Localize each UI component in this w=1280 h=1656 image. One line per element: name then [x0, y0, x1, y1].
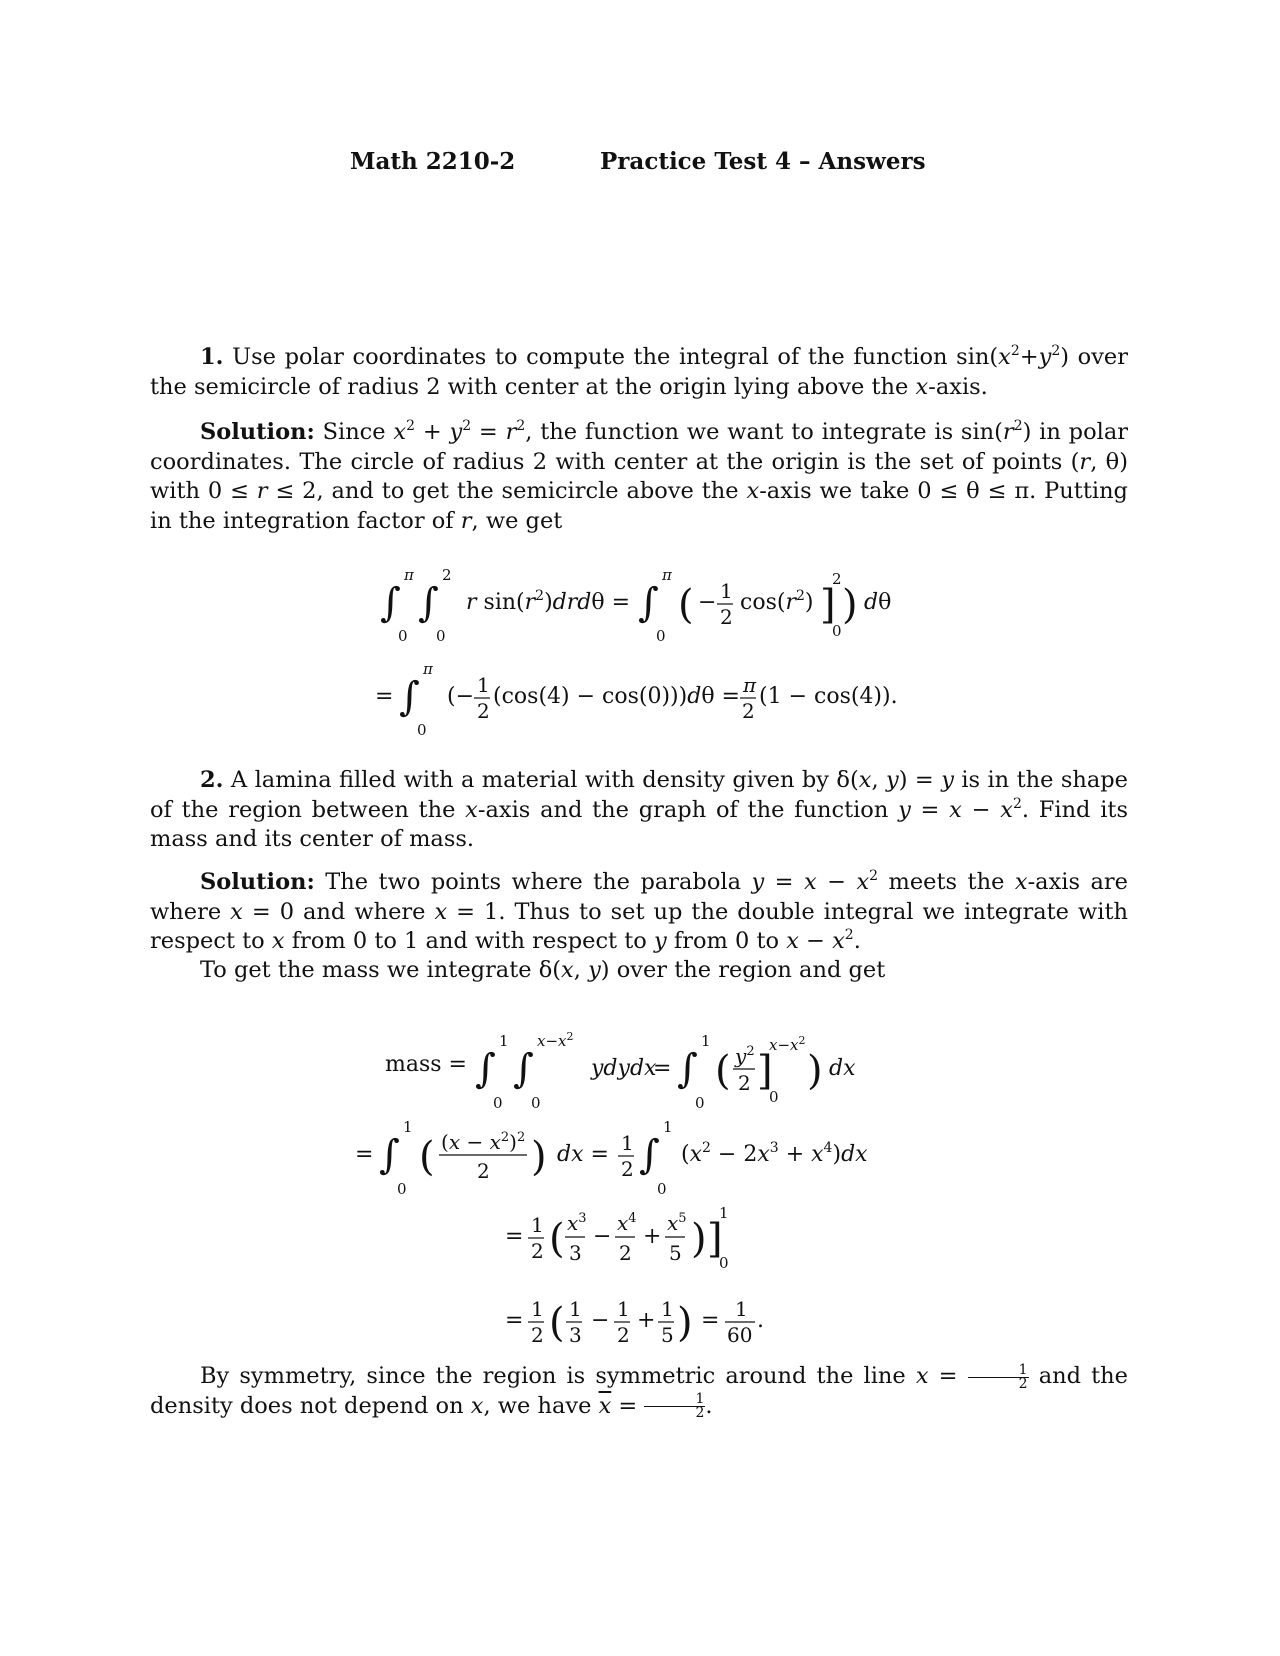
svg-text:(x2 − 2x3 + x4)dx: $(x^2 - 2x^3 + x^4)dx$: [681, 1140, 868, 1167]
svg-text:π: π: [662, 566, 672, 584]
problem-1-text: Use polar coordinates to compute the integral of the function sin(: [232, 344, 999, 370]
svg-text:(: (: [549, 1300, 565, 1346]
svg-text:1: 1: [499, 1032, 509, 1050]
svg-text:1: 1: [701, 1032, 711, 1050]
problem-2-text-e: . Find its mass and its center of mass.: [150, 796, 1128, 852]
svg-text:0: 0: [832, 622, 842, 640]
svg-text:1: 1: [663, 1118, 673, 1136]
mass-sentence: To get the mass we integrate δ(x, y) over the region and get: [200, 957, 886, 983]
svg-text:0: 0: [657, 1180, 667, 1198]
svg-text:(1 − cos(4)).: (1 − cos(4)).: [759, 684, 898, 709]
svg-text:∫: ∫: [380, 580, 401, 626]
svg-text:]: ]: [820, 582, 836, 628]
svg-text:0: 0: [769, 1088, 779, 1106]
solution-1-text-g: , we get: [471, 507, 563, 534]
svg-text:0: 0: [531, 1094, 541, 1112]
svg-text:1: 1: [477, 673, 490, 697]
mass-sentence-b: ) over the region and get: [600, 957, 886, 983]
problem-1-text-b: ) over the semicircle of radius 2 with center at the origin lying above the: [150, 344, 1129, 400]
svg-text:∫: ∫: [379, 1132, 400, 1178]
problem-2-text-a: A lamina filled with a material with density given by δ(: [230, 767, 859, 793]
svg-text:0: 0: [398, 627, 408, 645]
problem-2-text-d: -axis and the graph of the function: [477, 796, 899, 823]
problem-1-statement: 1. Use polar coordinates to compute the integral of the function $\sin(x^2+y^2)$ over the semicircle of radius 2 with center at the origin lying above the x-axis.: [150, 343, 1129, 400]
svg-text:dθ: dθ: [864, 590, 892, 615]
mass-equation-line-3: [505, 1200, 785, 1280]
svg-text:∫: ∫: [418, 580, 439, 626]
svg-text:2: 2: [531, 1323, 544, 1347]
svg-text:dx =: dx =: [557, 1142, 609, 1167]
svg-text:−: −: [591, 1308, 610, 1333]
mass-equation-line-4: [505, 1284, 805, 1364]
symmetry-text-b: and the density does not depend on: [150, 1363, 1128, 1419]
mass-label: mass =: [385, 1052, 467, 1077]
problem-1-solution: Solution: Since $x^2 + y^2 = r^2$, the function we want to integrate is $\sin(r^2)$ in polar coordinates. The circle of radius 2 with center at the origin is the set of points (r, θ) with 0 ≤ r ≤ 2, and to get the semicircle above the x-axis we take 0 ≤ θ ≤ π. Putting in the integration factor of r, we get: [150, 418, 1128, 534]
svg-text:1: 1: [735, 1297, 748, 1321]
svg-text:=: =: [355, 1142, 374, 1167]
svg-text:1: 1: [531, 1297, 544, 1321]
svg-text:x−x2: $x-x^2$: [769, 1034, 806, 1054]
svg-text:0: 0: [695, 1094, 705, 1112]
symmetry-text-c: , we have: [483, 1392, 599, 1419]
svg-text:=: =: [653, 1056, 672, 1081]
svg-text:+: +: [643, 1224, 662, 1249]
problem-2-statement: 2. A lamina filled with a material with density given by δ(x, y) = y is in the shape of the region between the x-axis and the graph of the function $y = x - x^2$. Find its mass and its center of mass.: [150, 767, 1128, 852]
svg-text:π: π: [423, 660, 433, 678]
equation-1-line-1: [380, 566, 900, 646]
svg-text:π: π: [743, 673, 757, 697]
svg-text:3: 3: [569, 1241, 582, 1265]
solution-1-text-b: , the function we want to integrate is sin(: [525, 419, 1003, 445]
mass-sentence-a: To get the mass we integrate δ(: [200, 957, 562, 983]
svg-text:∫: ∫: [638, 580, 659, 626]
svg-text:=: =: [701, 1308, 720, 1333]
svg-text:.: .: [757, 1308, 764, 1333]
svg-text:]: ]: [757, 1048, 773, 1094]
svg-text:∫: ∫: [677, 1046, 698, 1092]
svg-text:): ): [842, 582, 858, 628]
svg-text:0: 0: [656, 627, 666, 645]
svg-text:(x − x2)2: $(x - x^2)^2$: [441, 1130, 526, 1154]
mass-equation-line-1: [385, 1032, 905, 1114]
svg-text:]: ]: [707, 1216, 723, 1262]
svg-text:dx: dx: [829, 1056, 856, 1081]
svg-text:2: 2: [738, 1071, 751, 1095]
svg-text:(: (: [715, 1048, 731, 1094]
svg-text:∫: ∫: [475, 1046, 496, 1092]
course-number: Math 2210-2: [350, 148, 516, 175]
solution-1-text-e: ≤ 2, and to get the semicircle above the: [267, 478, 747, 504]
svg-text:): ): [531, 1134, 547, 1180]
svg-text:=: =: [375, 684, 394, 709]
svg-text:+: +: [637, 1308, 656, 1333]
svg-text:5: 5: [661, 1323, 674, 1347]
problem-2-text-b: ) =: [898, 767, 942, 793]
svg-text:∫: ∫: [399, 674, 420, 720]
solution-1-text-a: Since: [322, 419, 394, 445]
solution-2-text-e: = 1. Thus to set up the double integral we integrate with respect to: [150, 898, 1128, 954]
solution-1-text-c: ) in polar coordinates. The circle of radius 2 with center at the origin is the set of points (: [150, 419, 1128, 475]
svg-text:x4: $x^4$: [617, 1211, 637, 1235]
mass-equation-line-2: [355, 1118, 895, 1200]
svg-text:1: 1: [719, 1204, 729, 1222]
solution-2-text-d: = 0 and where: [242, 898, 435, 925]
solution-1-text-f: -axis we take 0 ≤ θ ≤ π. Putting in the integration factor of: [150, 478, 1128, 534]
svg-text:π: π: [404, 566, 414, 584]
svg-text:60: 60: [727, 1323, 753, 1347]
problem-2-text-c: is in the shape of the region between the: [150, 767, 1128, 823]
svg-text:x5: $x^5$: [667, 1211, 687, 1235]
svg-text:2: 2: [832, 570, 842, 588]
svg-text:ydydx: ydydx: [591, 1056, 657, 1081]
symmetry-text-a: By symmetry, since the region is symmetric around the line: [200, 1363, 916, 1389]
svg-text:1: 1: [617, 1297, 630, 1321]
svg-text:2: 2: [477, 699, 490, 723]
svg-text:x−x2: $x-x^2$: [537, 1030, 574, 1050]
svg-text:r sin(r2)drdθ =: r $\sin(r^2)drd\theta$ =: [466, 588, 631, 615]
svg-text:): ): [677, 1300, 693, 1346]
solution-label-2: Solution:: [200, 869, 315, 895]
svg-text:1: 1: [621, 1131, 634, 1155]
svg-text:(: (: [678, 582, 694, 628]
svg-text:0: 0: [719, 1254, 729, 1272]
solution-2-text-g: from 0 to: [666, 928, 787, 954]
svg-text:(: (: [549, 1216, 565, 1262]
problem-2-solution: Solution: The two points where the parabola $y = x - x^2$ meets the x-axis are where x = 0 and where x = 1. Thus to set up the double integral we integrate with respect to x from 0 to 1 and with respect to y from 0 to $x - x^2$.: [150, 868, 1128, 954]
svg-text:1: 1: [661, 1297, 674, 1321]
symmetry-sentence: By symmetry, since the region is symmetric around the line x = $\frac{1}{2}$ and the density does not depend on x, we have $\overline{x}$ = $\frac{1}{2}$ .: [150, 1361, 1128, 1421]
svg-text:x3: $x^3$: [567, 1211, 587, 1235]
svg-text:2: 2: [720, 605, 733, 629]
svg-text:2: 2: [442, 566, 452, 584]
problem-1-number: 1.: [200, 344, 224, 370]
svg-text:2: 2: [619, 1241, 632, 1265]
svg-text:): ): [691, 1216, 707, 1262]
svg-text:∫: ∫: [513, 1046, 534, 1092]
svg-text:0: 0: [493, 1094, 503, 1112]
solution-2-text-f: from 0 to 1 and with respect to: [284, 928, 654, 954]
svg-text:2: 2: [621, 1157, 634, 1181]
svg-text:0: 0: [436, 627, 446, 645]
svg-text:=: =: [505, 1308, 524, 1333]
svg-text:−: −: [698, 590, 717, 615]
svg-text:2: 2: [742, 699, 755, 723]
svg-text:(cos(4) − cos(0)))dθ =: (cos(4) − cos(0)))dθ =: [493, 684, 740, 709]
svg-text:cos(r2): $\cos(r^2)$: [740, 588, 814, 615]
svg-text:): ): [807, 1048, 823, 1094]
svg-text:0: 0: [417, 721, 427, 739]
solution-2-text-b: meets the: [878, 869, 1015, 895]
svg-text:(: (: [419, 1134, 435, 1180]
svg-text:y2: $y^2$: [735, 1044, 755, 1068]
equation-1-line-2: [375, 660, 915, 740]
svg-text:1: 1: [403, 1118, 413, 1136]
svg-text:1: 1: [531, 1213, 544, 1237]
svg-text:3: 3: [569, 1323, 582, 1347]
svg-text:2: 2: [617, 1323, 630, 1347]
problem-2-number: 2.: [200, 767, 224, 793]
svg-text:5: 5: [669, 1241, 682, 1265]
svg-text:2: 2: [531, 1239, 544, 1263]
solution-2-text-c: -axis are where: [150, 869, 1128, 925]
svg-text:1: 1: [720, 579, 733, 603]
problem-1-text-c: -axis.: [928, 373, 988, 400]
solution-label: Solution:: [200, 419, 315, 445]
svg-text:(−: (−: [447, 684, 475, 709]
svg-text:1: 1: [569, 1297, 582, 1321]
solution-1-text-d: ) with 0 ≤: [150, 448, 1128, 504]
svg-text:=: =: [505, 1224, 524, 1249]
svg-text:2: 2: [477, 1159, 490, 1183]
svg-text:0: 0: [397, 1180, 407, 1198]
solution-2-text-a: The two points where the parabola: [325, 869, 752, 895]
svg-text:−: −: [593, 1224, 612, 1249]
svg-text:∫: ∫: [639, 1132, 660, 1178]
document-title: Practice Test 4 – Answers: [600, 148, 926, 175]
